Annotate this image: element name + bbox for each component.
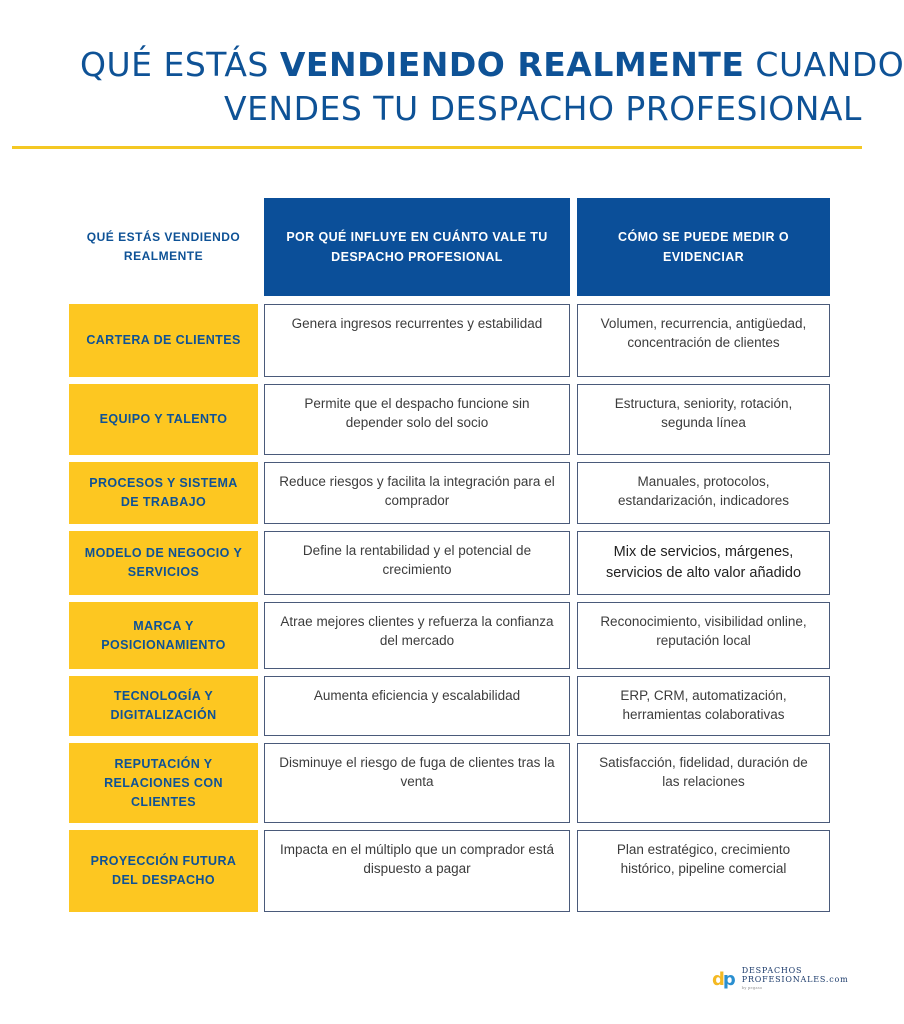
row-why: Genera ingresos recurrentes y estabilidad [264,304,570,377]
logo-line-1: DESPACHOS [741,966,803,975]
title-part: CUANDO [744,45,904,84]
row-measure: Reconocimiento, visibilidad online, reputación local [577,602,830,669]
row-why: Permite que el despacho funcione sin depender solo del socio [264,384,570,455]
brand-logo [712,966,849,993]
row-measure: Estructura, seniority, rotación, segunda línea [577,384,830,455]
row-why: Aumenta eficiencia y escalabilidad [264,676,570,736]
row-measure: Satisfacción, fidelidad, duración de las relaciones [577,743,830,823]
row-label: EQUIPO Y TALENTO [69,384,258,455]
row-measure: Volumen, recurrencia, antigüedad, concentración de clientes [577,304,830,377]
row-label: CARTERA DE CLIENTES [69,304,258,377]
logo-wordmark [742,966,849,993]
header-label: QUÉ ESTÁS VENDIENDO REALMENTE [86,230,241,263]
row-label: REPUTACIÓN Y RELACIONES CON CLIENTES [69,743,258,823]
title-divider [12,146,862,149]
row-label: PROYECCIÓN FUTURA DEL DESPACHO [69,830,258,912]
row-why: Define la rentabilidad y el potencial de crecimiento [264,531,570,595]
logo-mark-icon: dp [712,969,734,990]
column-header-why: POR QUÉ INFLUYE EN CUÁNTO VALE TU DESPACHO PROFESIONAL [264,198,570,296]
row-label: PROCESOS Y SISTEMA DE TRABAJO [69,462,258,524]
row-label: MARCA Y POSICIONAMIENTO [69,602,258,669]
row-label: TECNOLOGÍA Y DIGITALIZACIÓN [69,676,258,736]
row-measure: ERP, CRM, automatización, herramientas colaborativas [577,676,830,736]
title-line-1 [80,44,904,86]
logo-line-2: PROFESIONALES.com [741,975,849,984]
title-line-2: VENDES TU DESPACHO PROFESIONAL [224,89,862,128]
row-why: Reduce riesgos y facilita la integración para el comprador [264,462,570,524]
row-why: Disminuye el riesgo de fuga de clientes tras la venta [264,743,570,823]
row-measure: Manuales, protocolos, estandarización, indicadores [577,462,830,524]
row-why: Atrae mejores clientes y refuerza la confianza del mercado [264,602,570,669]
row-why: Impacta en el múltiplo que un comprador está dispuesto a pagar [264,830,570,912]
title-emphasis: VENDIENDO REALMENTE [279,45,745,84]
row-measure: Plan estratégico, crecimiento histórico, pipeline comercial [577,830,830,912]
title-part: QUÉ ESTÁS [80,45,280,84]
row-measure: Mix de servicios, márgenes, servicios de alto valor añadido [577,531,830,595]
row-label: MODELO DE NEGOCIO Y SERVICIOS [69,531,258,595]
column-header-measure: CÓMO SE PUEDE MEDIR O EVIDENCIAR [577,198,830,296]
logo-tagline: by pegaso [741,986,763,990]
